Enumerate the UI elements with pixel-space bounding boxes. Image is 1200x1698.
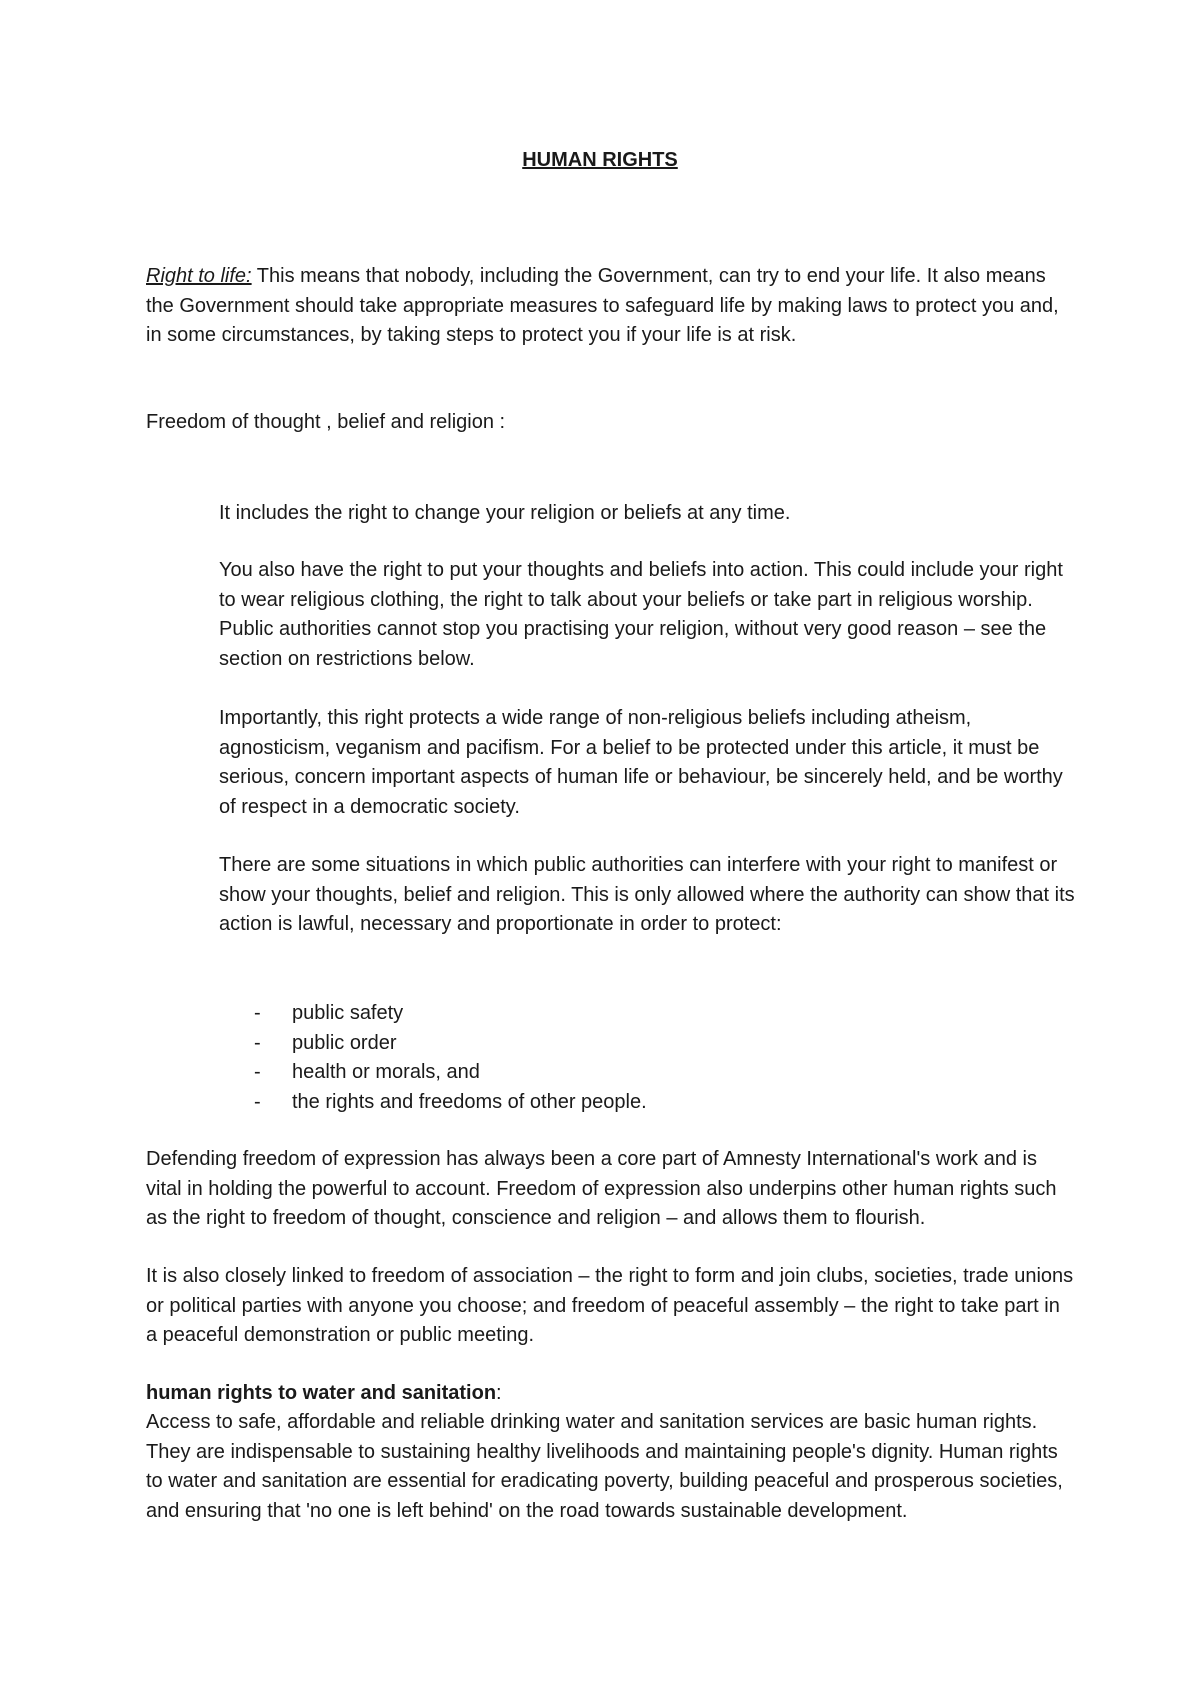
water-heading-colon: :: [496, 1382, 502, 1404]
right-to-life-label: Right to life:: [146, 265, 252, 287]
list-item-text: health or morals, and: [292, 1061, 480, 1083]
water-paragraph: Access to safe, affordable and reliable drinking water and sanitation services are basic human rights. They are indispensable to sustaining healthy livelihoods and maintaining people's dignity. Human rights to water and sanitation are essential for eradicating poverty, building peaceful and prosperous societies, and ensuring that 'no one is left behind' on the road towards sustainable development.: [146, 1411, 1063, 1522]
dash-bullet: -: [254, 1061, 261, 1083]
list-item: [219, 1058, 1079, 1088]
expression-paragraph-2: It is also closely linked to freedom of association – the right to form and join clubs, societies, trade unions or political parties with anyone you choose; and freedom of peaceful assembly – the right to take part in a peaceful demonstration or public meeting.: [146, 1265, 1074, 1346]
dash-bullet: -: [254, 1002, 261, 1024]
list-item-text: public safety: [292, 1002, 404, 1024]
water-heading-line: [146, 1379, 1076, 1409]
restrictions-list: [219, 999, 1079, 1117]
right-to-life-text: This means that nobody, including the Government, can try to end your life. It also means the Government should take appropriate measures to safeguard life by making laws to protect you and, in some circumstances, by taking steps to protect you if your life is at risk.: [146, 265, 1059, 346]
water-heading: human rights to water and sanitation: [146, 1382, 497, 1404]
dash-bullet: -: [254, 1031, 261, 1054]
page-title: HUMAN RIGHTS: [522, 149, 678, 171]
freedom-paragraph-2: You also have the right to put your thoughts and beliefs into action. This could include your right to wear religious clothing, the right to talk about your beliefs or take part in religious worship. Public authorities cannot stop you practising your religion, without very good reason – see the section on restrictions below.: [219, 559, 1063, 670]
list-item-text: public order: [292, 1031, 397, 1054]
list-item: [219, 1088, 1079, 1118]
dash-bullet: -: [254, 1090, 261, 1113]
list-item-text: the rights and freedoms of other people.: [292, 1090, 647, 1113]
freedom-paragraph-1: It includes the right to change your religion or beliefs at any time.: [219, 502, 791, 524]
list-item: [219, 999, 1079, 1029]
expression-paragraph-1: Defending freedom of expression has always been a core part of Amnesty International's work and is vital in holding the powerful to account. Freedom of expression also underpins other human rights such as the right to freedom of thought, conscience and religion – and allows them to flourish.: [146, 1148, 1057, 1229]
freedom-paragraph-3: Importantly, this right protects a wide range of non-religious beliefs including atheism, agnosticism, veganism and pacifism. For a belief to be protected under this article, it must be serious, concern important aspects of human life or behaviour, be sincerely held, and be worthy of respect in a democratic society.: [219, 707, 1063, 818]
right-to-life-paragraph: [146, 262, 1076, 351]
list-item: [219, 1029, 1079, 1059]
freedom-paragraph-4: There are some situations in which public authorities can interfere with your right to manifest or show your thoughts, belief and religion. This is only allowed where the authority can show that its action is lawful, necessary and proportionate in order to protect:: [219, 854, 1075, 935]
freedom-heading: Freedom of thought , belief and religion :: [146, 411, 506, 433]
